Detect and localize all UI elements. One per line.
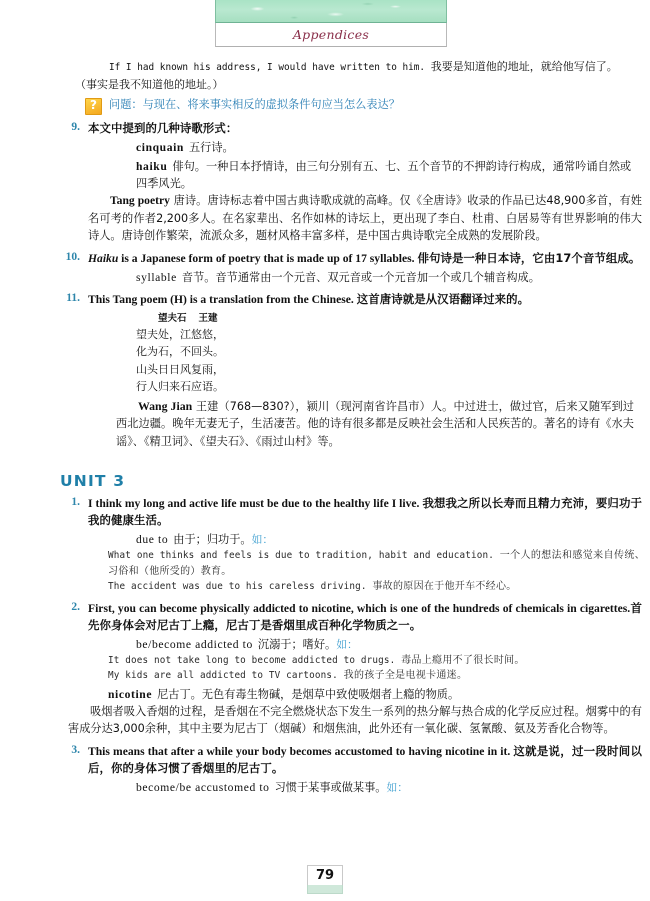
vocab-word: nicotine	[108, 687, 153, 701]
item-lead-english: This means that after a while your body becomes accustomed to having nicotine in it.	[88, 744, 511, 758]
example-marker: 如：	[386, 780, 409, 794]
item-lead-chinese: 首先你身体会对尼古丁上瘾，尼古丁是香烟里成百种化学物质之一。	[88, 600, 642, 632]
example-chinese: 事故的原因在于他开车不经心。	[372, 581, 517, 592]
poet-biography	[88, 398, 642, 451]
page-number: 79	[307, 865, 343, 885]
vocab-entry	[88, 158, 642, 192]
poem-line: 山头日日风复雨，	[136, 362, 224, 376]
haiku-term: Haiku	[88, 251, 119, 265]
phrase-word: become/be accustomed to	[136, 780, 270, 794]
list-item	[0, 120, 650, 245]
poet-biography-text: 王建（768—830?），颍川（现河南省许昌市）人。中过进士，做过官，后来又随军到过西北边疆。晚年无妻无子，生活凄苦。他的诗有很多都是反映社会生活和人民疾苦的。著名的诗有《水夫谣》、《精卫词》、《望夫石》、《雨过山村》等。	[116, 399, 634, 448]
page-number-box	[307, 865, 343, 894]
example-chinese: 我的孩子全是电视卡通迷。	[343, 670, 468, 681]
vocab-entry	[88, 269, 642, 286]
item-lead-english: This Tang poem (H) is a translation from the Chinese.	[88, 292, 354, 306]
footer-decorative-strip	[307, 885, 343, 894]
list-item	[0, 495, 650, 548]
tang-poetry-term: Tang poetry	[110, 194, 170, 207]
phrase-word: be/become addicted to	[136, 637, 253, 651]
example-sentence	[0, 653, 650, 669]
example-marker: 如：	[336, 637, 358, 651]
vocab-entry	[0, 686, 650, 703]
tang-poetry-text: 唐诗。唐诗标志着中国古典诗歌成就的高峰。仅《全唐诗》收录的作品已达48,900多首，有姓名可考的作者2,200多人。在名家辈出、名作如林的诗坛上，更出现了李白、杜甫、白居易等有世界影响的伟大诗人。唐诗创作繁荣，流派众多，题材风格丰富多样，是中国古典诗歌完全成熟的发展阶段。	[88, 194, 642, 242]
item-number: 2.	[71, 600, 80, 613]
top-example-chinese: 我要是知道他的地址，就给他写信了。	[430, 60, 618, 73]
item-lead: 本文中提到的几种诗歌形式：	[88, 121, 238, 135]
poem-title-line	[136, 311, 642, 326]
item-lead-english: First, you can become physically addicted to nicotine, which is one of the hundreds of chemicals in cigarettes.	[88, 601, 631, 615]
vocab-gloss: 音节。音节通常由一个元音、双元音或一个元音加一个或几个辅音构成。	[181, 270, 540, 284]
list-item	[0, 250, 650, 286]
item-lead	[88, 600, 642, 634]
item-lead	[88, 495, 642, 529]
phrase-gloss: 由于；归功于。	[173, 533, 252, 546]
header-decorative-banner	[215, 0, 447, 23]
item-lead-chinese: 这首唐诗就是从汉语翻译过来的。	[356, 291, 530, 306]
list-item	[0, 743, 650, 796]
poem-line: 行人归来石应语。	[136, 380, 224, 393]
page-header	[215, 0, 447, 47]
item-number: 11.	[66, 291, 80, 304]
vocab-gloss: 俳句。一种日本抒情诗，由三句分别有五、七、五个音节的不押韵诗行构成，通常吟诵自然或四季风光。	[136, 160, 632, 190]
item-lead-chinese: 我想我之所以长寿而且精力充沛，要归功于我的健康生活。	[88, 496, 642, 527]
poem-line: 化为石，不回头。	[136, 345, 224, 358]
example-chinese: 毒品上瘾用不了很长时间。	[401, 654, 525, 666]
item-body	[80, 600, 642, 653]
phrase-gloss: 习惯于某事或做某事。	[274, 780, 387, 794]
top-example-sentence	[0, 58, 650, 76]
poem-line: 望夫处，江悠悠，	[136, 327, 224, 341]
top-example-english: If I had known his address, I would have written to him.	[109, 62, 426, 73]
phrase-entry	[88, 531, 642, 548]
item-lead	[88, 743, 642, 777]
vocab-word: cinquain	[136, 141, 184, 154]
example-sentence	[0, 668, 650, 684]
header-title-box	[215, 23, 447, 47]
phrase-gloss: 沉溺于；嗜好。	[257, 637, 337, 651]
example-english: The accident was due to his careless driving.	[108, 581, 367, 592]
example-english: What one thinks and feels is due to tradition, habit and education.	[108, 550, 494, 561]
vocab-gloss: 尼古丁。无色有毒生物碱，是烟草中致使吸烟者上瘾的物质。	[157, 687, 460, 701]
item-number: 3.	[71, 743, 80, 756]
item-number: 9.	[71, 121, 80, 133]
example-english: It does not take long to become addicted to drugs.	[108, 654, 396, 666]
phrase-entry	[88, 779, 642, 796]
example-marker: 如：	[251, 533, 274, 546]
vocab-word: haiku	[136, 160, 168, 173]
item-lead-english: I think my long and active life must be due to the healthy life I live.	[88, 497, 420, 510]
poem-author: 王建	[198, 312, 218, 324]
item-lead-chinese: 俳句诗是一种日本诗，它由17个音节组成。	[417, 250, 641, 265]
page-title: Appendices	[292, 27, 370, 42]
item-lead	[88, 250, 642, 267]
question-callout	[0, 97, 650, 115]
item-body	[80, 291, 642, 451]
item-lead-english: is a Japanese form of poetry that is made up of 17 syllables.	[118, 251, 415, 265]
item-body	[80, 495, 642, 548]
item-number: 10.	[65, 250, 80, 263]
item-body	[80, 120, 642, 245]
page-footer	[0, 861, 650, 901]
item-lead	[88, 291, 642, 308]
poem-block	[88, 311, 642, 396]
page-content	[0, 58, 650, 796]
example-sentence	[0, 548, 650, 579]
vocab-word: syllable	[136, 270, 177, 284]
vocab-gloss: 五行诗。	[188, 141, 234, 154]
question-callout-text: 问题：与现在、将来事实相反的虚拟条件句应当怎么表达？	[109, 98, 400, 111]
item-number: 1.	[71, 496, 80, 508]
item-body	[80, 250, 642, 286]
unit-heading: UNIT 3	[60, 472, 126, 490]
example-sentence	[0, 579, 650, 595]
poem-title: 望夫石	[158, 312, 187, 324]
top-example-continuation: （事实是我不知道他的地址。）	[75, 78, 224, 91]
tang-poetry-paragraph	[88, 192, 642, 245]
poet-name: Wang Jian	[138, 398, 193, 413]
example-english: My kids are all addicted to TV cartoons.	[108, 670, 338, 681]
phrase-word: due to	[136, 533, 169, 546]
item-lead-chinese: 这就是说，过一段时间以后，你的身体习惯了香烟里的尼古丁。	[88, 743, 642, 775]
list-item	[0, 291, 650, 451]
question-mark-icon	[85, 98, 102, 115]
example-chinese: 一个人的想法和感觉来自传统、习俗和（他所受的）教育。	[108, 550, 645, 577]
phrase-entry	[88, 636, 642, 653]
list-item	[0, 600, 650, 653]
nicotine-paragraph: 吸烟者吸入香烟的过程，是香烟在不完全燃烧状态下发生一系列的热分解与热合成的化学反应过程。烟雾中的有害成分达3,000余种，其中主要为尼古丁（烟碱）和烟焦油，此外还有一氧化碳、氢氰酸、氨及芳香化合物等。	[68, 704, 642, 735]
vocab-entry	[88, 139, 642, 156]
item-body	[80, 743, 642, 796]
